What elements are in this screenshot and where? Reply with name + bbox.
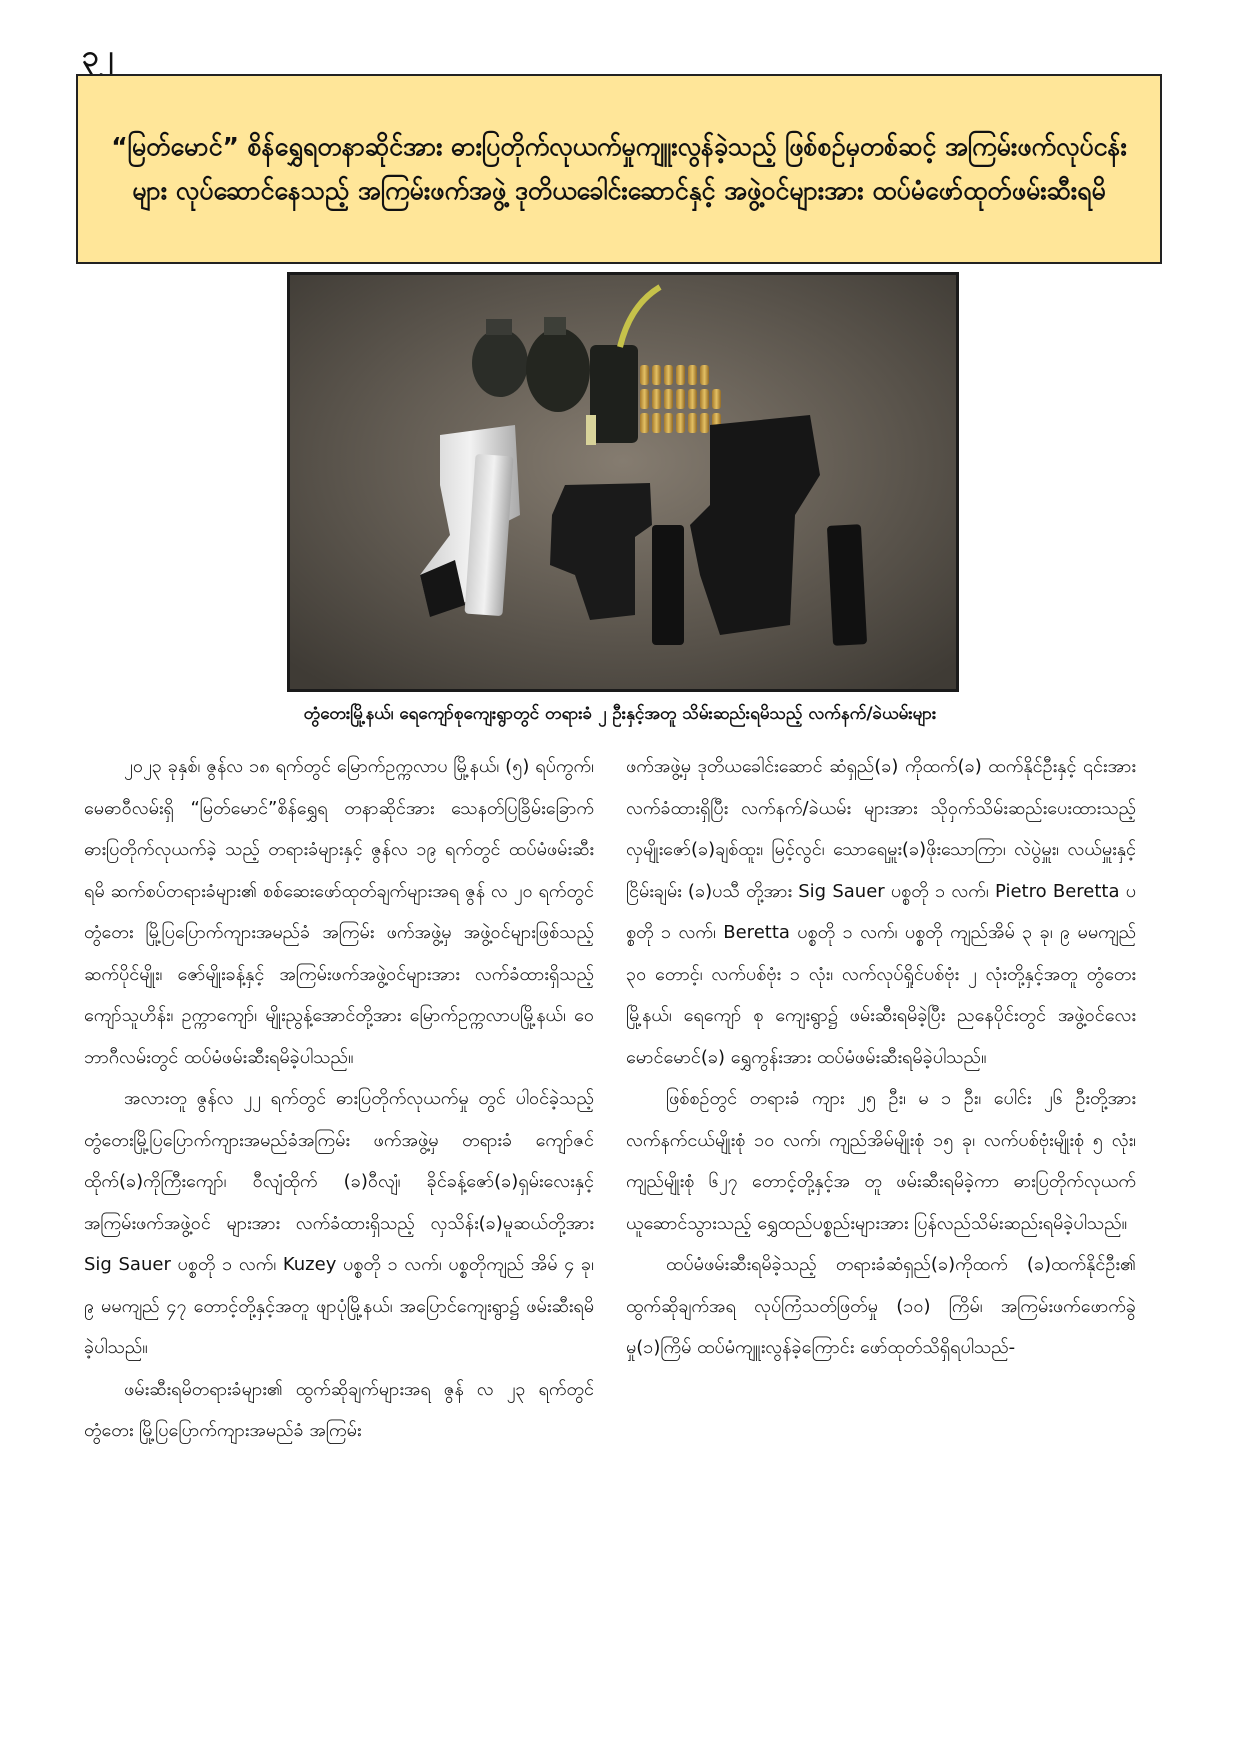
paragraph: အလားတူ ဇွန်လ ၂၂ ရက်တွင် ဓားပြတိုက်လုယက်မှု တွင် ပါဝင်ခဲ့သည့် တွံတေးမြို့ပြပြောက်ကျားအမည်ခံအကြမ်း ဖက်အဖွဲ့မှ တရားခံ ကျော်ဇင်ထိုက်(ခ)ကိုကြီးကျော်၊ ဝီလျံထိုက် (ခ)ဝီလျံ၊ ခိုင်ခန့်ဇော်(ခ)ရှမ်းလေးနှင့် အကြမ်းဖက်အဖွဲ့ဝင် များအား လက်ခံထားရှိသည့် လှသိန်း(ခ)မူဆယ်တို့အား Sig Sauer ပစ္စတို ၁ လက်၊ Kuzey ပစ္စတို ၁ လက်၊ ပစ္စတိုကျည် အိမ် ၄ ခု၊ ၉ မမကျည် ၄၇ တောင့်တို့နှင့်အတူ ဖျာပုံမြို့နယ်၊ အပြောင်ကျေးရွာ၌ ဖမ်းဆီးရမိခဲ့ပါသည်။	[84, 1088, 594, 1358]
paragraph: ဖက်အဖွဲ့မှ ဒုတိယခေါင်းဆောင် ဆံရှည်(ခ) ကိုထက်(ခ) ထက်နိုင်ဦးနှင့် ၎င်းအားလက်ခံထားရှိပြီး လက်နက်/ခဲယမ်း များအား သိုဝှက်သိမ်းဆည်းပေးထားသည့် လှမျိုးဇော်(ခ)ချစ်ထူး၊ မြင့်လွင်၊ သောရေမှူး(ခ)ဖိုးသောကြာ၊ လဲပွဲမှူး၊ လယ်မှူးနှင့် ငြိမ်းချမ်း (ခ)ပသီ တို့အား Sig Sauer ပစ္စတို ၁ လက်၊ Pietro Beretta ပစ္စတို ၁ လက်၊ Beretta ပစ္စတို ၁ လက်၊ ပစ္စတို ကျည်အိမ် ၃ ခု၊ ၉ မမကျည် ၃၀ တောင့်၊ လက်ပစ်ဗုံး ၁ လုံး၊ လက်လုပ်ရှိုင်ပစ်ဗုံး ၂ လုံးတို့နှင့်အတူ တွံတေးမြို့နယ်၊ ရေကျော် စု ကျေးရွာ၌ ဖမ်းဆီးရမိခဲ့ပြီး ညနေပိုင်းတွင် အဖွဲ့ဝင်လေး မောင်မောင်(ခ) ရွှေကွန်းအား ထပ်မံဖမ်းဆီးရမိခဲ့ပါသည်။	[626, 756, 1136, 1068]
paragraph: ဖမ်းဆီးရမိတရားခံများ၏ ထွက်ဆိုချက်များအရ ဇွန် လ ၂၃ ရက်တွင် တွံတေး မြို့ပြပြောက်ကျားအမည်ခံ အကြမ်း	[84, 1378, 594, 1441]
headline: “မြတ်မောင်” စိန်ရွှေရတနာဆိုင်အား ဓားပြတိုက်လုယက်မှုကျူးလွန်ခဲ့သည့် ဖြစ်စဉ်မှတစ်ဆင့် အကြမ်းဖက်လုပ်ငန်းများ လုပ်ဆောင်နေသည့် အကြမ်းဖက်အဖွဲ့ ဒုတိယခေါင်းဆောင်နှင့် အဖွဲ့ဝင်များအား ထပ်မံဖော်ထုတ်ဖမ်းဆီးရမိ	[111, 132, 1127, 205]
article-column-right	[626, 746, 1136, 1369]
paragraph: ဖြစ်စဉ်တွင် တရားခံ ကျား ၂၅ ဦး၊ မ ၁ ဦး၊ ပေါင်း ၂၆ ဦးတို့အား လက်နက်ငယ်မျိုးစုံ ၁၀ လက်၊ ကျည်အိမ်မျိုးစုံ ၁၅ ခု၊ လက်ပစ်ဗုံးမျိုးစုံ ၅ လုံး၊ ကျည်မျိုးစုံ ၆၂၇ တောင့်တို့နှင့်အ တူ ဖမ်းဆီးရမိခဲ့ကာ ဓားပြတိုက်လုယက်ယူဆောင်သွားသည့် ရွှေထည်ပစ္စည်းများအား ပြန်လည်သိမ်းဆည်းရမိခဲ့ပါသည်။	[626, 1088, 1136, 1234]
paragraph: ၂၀၂၃ ခုနှစ်၊ ဇွန်လ ၁၈ ရက်တွင် မြောက်ဥက္ကလာပ မြို့နယ်၊ (၅) ရပ်ကွက်၊ မေဓာဝီလမ်းရှိ “မြတ်မောင်”စိန်ရွှေရ တနာဆိုင်အား သေနတ်ပြခြိမ်းခြောက် ဓားပြတိုက်လုယက်ခဲ့ သည့် တရားခံများနှင့် ဇွန်လ ၁၉ ရက်တွင် ထပ်မံဖမ်းဆီးရမိ ဆက်စပ်တရားခံများ၏ စစ်ဆေးဖော်ထုတ်ချက်များအရ ဇွန် လ ၂၀ ရက်တွင် တွံတေး မြို့ပြပြောက်ကျားအမည်ခံ အကြမ်း ဖက်အဖွဲ့မှ အဖွဲ့ဝင်များဖြစ်သည့် ဆက်ပိုင်မျိုး၊ ဇော်မျိုးခန့်နှင့် အကြမ်းဖက်အဖွဲ့ဝင်များအား လက်ခံထားရှိသည့် ကျော်သူဟိန်း၊ ဥက္ကာကျော်၊ မျိုးညွန့်အောင်တို့အား မြောက်ဥက္ကလာပမြို့နယ်၊ ဝေဘာဂီလမ်းတွင် ထပ်မံဖမ်းဆီးရမိခဲ့ပါသည်။	[84, 756, 594, 1068]
headline-box	[76, 74, 1162, 264]
weapons-photo-illustration	[290, 275, 956, 689]
paragraph: ထပ်မံဖမ်းဆီးရမိခဲ့သည့် တရားခံဆံရှည်(ခ)ကိုထက် (ခ)ထက်နိုင်ဦး၏ ထွက်ဆိုချက်အရ လုပ်ကြံသတ်ဖြတ်မှု (၁၀) ကြိမ်၊ အကြမ်းဖက်ဖောက်ခွဲမှု(၁)ကြိမ် ထပ်မံကျူးလွန်ခဲ့ကြောင်း ဖော်ထုတ်သိရှိရပါသည်-	[626, 1254, 1136, 1358]
black-magazine-2	[827, 524, 867, 646]
article-column-left	[84, 746, 594, 1452]
news-photo	[287, 272, 959, 692]
photo-caption: တွံတေးမြို့နယ်၊ ရေကျော်စုကျေးရွာတွင် တရားခံ ၂ ဦးနှင့်အတူ သိမ်းဆည်းရမိသည့် လက်နက်/ခဲယမ်းများ	[303, 704, 937, 724]
page-number: ၃၂	[82, 39, 114, 74]
bullets	[640, 365, 721, 433]
black-magazine-1	[652, 525, 684, 645]
